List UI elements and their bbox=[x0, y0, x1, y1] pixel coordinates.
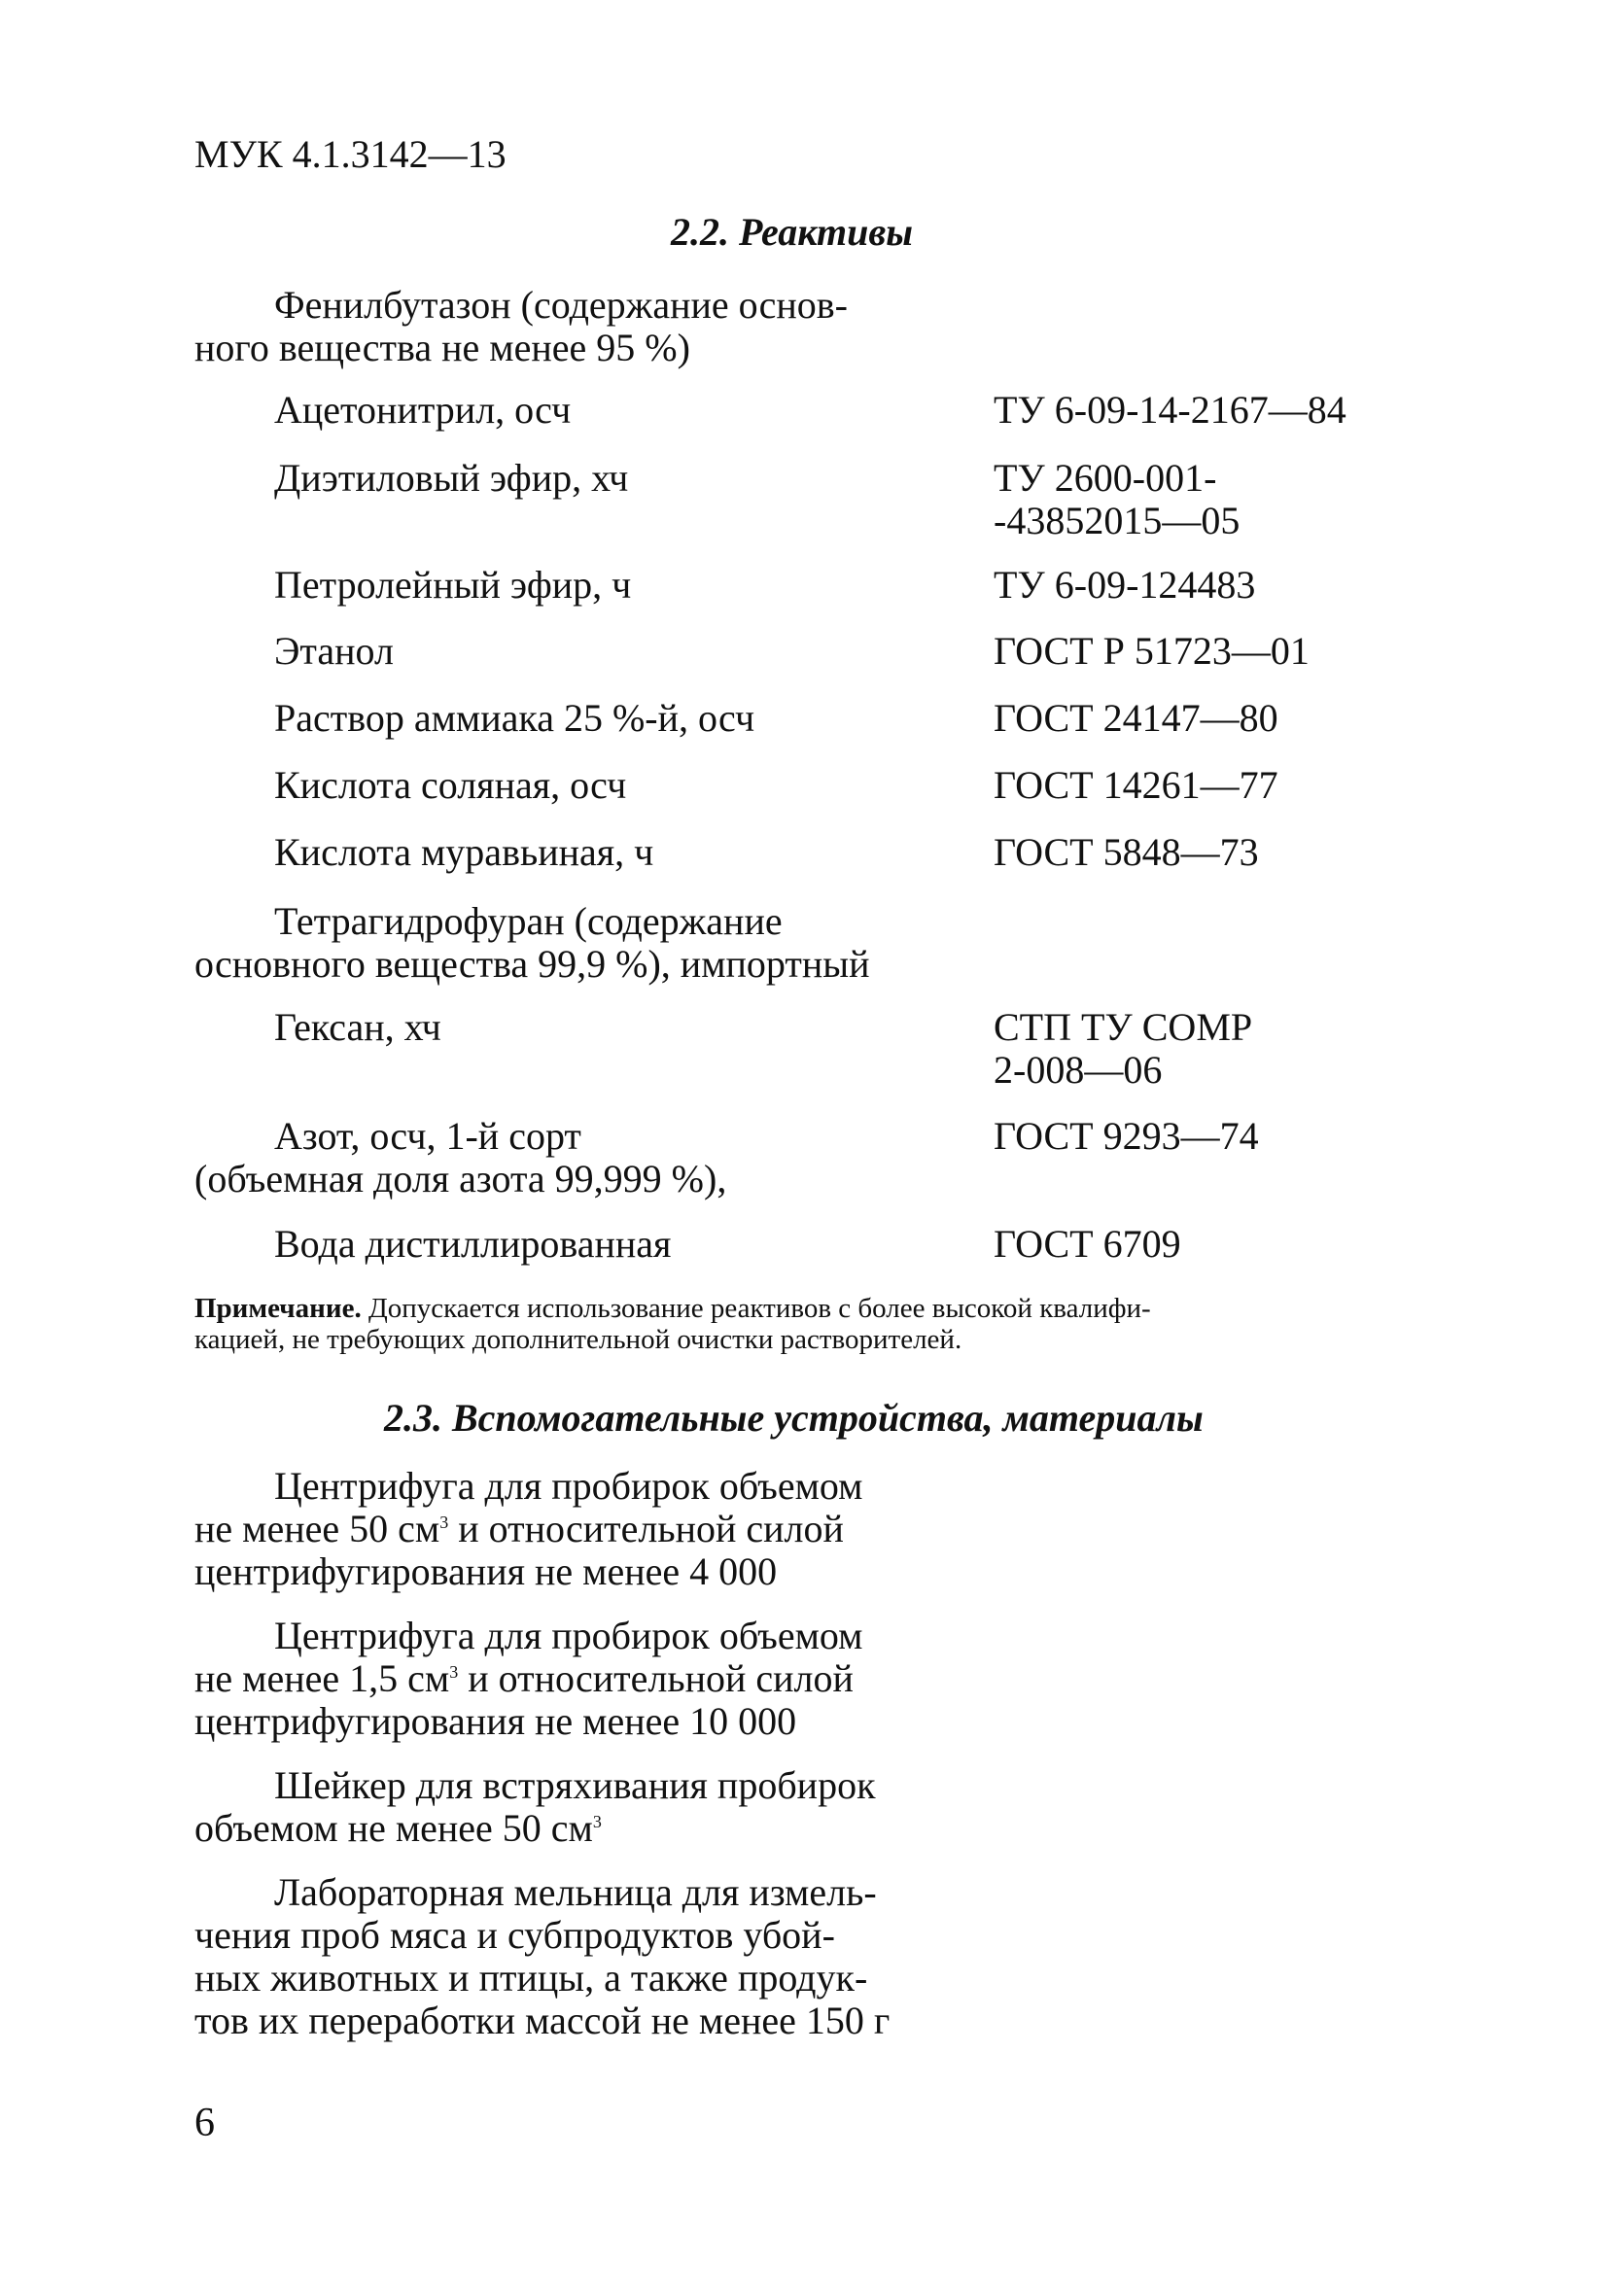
section-title-devices: 2.3. Вспомогательные устройства, материалы bbox=[384, 1396, 1204, 1440]
section-title-reagents: 2.2. Реактивы bbox=[671, 210, 913, 254]
reagent-standard bbox=[994, 1006, 1441, 1092]
reagent-name-line: (объемная доля азота 99,999 %), bbox=[194, 1157, 727, 1200]
device-line: тов их переработки массой не менее 150 г bbox=[194, 1999, 891, 2042]
reagent-standard-line: ГОСТ 9293—74 bbox=[994, 1114, 1259, 1158]
reagent-name-line: Вода дистиллированная bbox=[274, 1222, 672, 1266]
device-line: не менее 50 $см^3$ и относительной силой bbox=[194, 1507, 844, 1550]
note-label: Примечание. bbox=[194, 1293, 362, 1324]
note-text-line: Допускается использование реактивов с более высокой квалифи- bbox=[367, 1293, 1151, 1324]
reagent-standard-line: 2-008—06 bbox=[994, 1048, 1163, 1092]
note-text-line: кацией, не требующих дополнительной очистки растворителей. bbox=[194, 1324, 962, 1355]
reagent-standard-line: СТП ТУ COMP bbox=[994, 1005, 1253, 1049]
reagent-name-line: Азот, осч, 1-й сорт bbox=[274, 1114, 581, 1158]
reagent-standard-line: ГОСТ 5848—73 bbox=[994, 830, 1259, 874]
reagent-item bbox=[194, 900, 953, 986]
device-item bbox=[194, 1871, 953, 2042]
reagent-standard-line: ГОСТ 6709 bbox=[994, 1222, 1181, 1266]
reagent-standard-line: ТУ 6-09-14-2167—84 bbox=[994, 388, 1346, 432]
reagent-name-line: Кислота муравьиная, ч bbox=[274, 830, 654, 874]
reagent-standard-line: ГОСТ 24147—80 bbox=[994, 696, 1278, 740]
reagent-name-line: Тетрагидрофуран (содержание bbox=[274, 899, 783, 943]
reagent-item bbox=[194, 1115, 953, 1200]
reagent-standard bbox=[994, 457, 1441, 542]
reagent-standard bbox=[994, 389, 1441, 432]
reagent-item bbox=[194, 457, 953, 500]
device-line: Лабораторная мельница для измель- bbox=[274, 1870, 877, 1914]
reagent-name-line: Кислота соляная, осч bbox=[274, 763, 627, 807]
device-item bbox=[194, 1764, 953, 1850]
device-line: ных животных и птицы, а также продук- bbox=[194, 1956, 868, 2000]
reagent-standard bbox=[994, 697, 1441, 740]
reagent-item bbox=[194, 1223, 953, 1266]
reagent-standard-line: ТУ 2600-001- bbox=[994, 456, 1217, 500]
device-line: центрифугирования не менее 10 000 bbox=[194, 1699, 797, 1743]
reagent-standard-line: ТУ 6-09-124483 bbox=[994, 563, 1256, 607]
reagent-name-line: Диэтиловый эфир, хч bbox=[274, 456, 629, 500]
reagent-name-line: Гексан, хч bbox=[274, 1005, 441, 1049]
reagent-item bbox=[194, 630, 953, 673]
device-item bbox=[194, 1465, 953, 1593]
reagent-name-line: Фенилбутазон (содержание основ- bbox=[274, 283, 848, 327]
reagent-name-line: Ацетонитрил, осч bbox=[274, 388, 572, 432]
reagent-name-line: Петролейный эфир, ч bbox=[274, 563, 632, 607]
device-line: чения проб мяса и субпродуктов убой- bbox=[194, 1913, 835, 1957]
reagent-item bbox=[194, 284, 953, 369]
reagent-name-line: Раствор аммиака 25 %-й, осч bbox=[274, 696, 755, 740]
device-line: не менее 1,5 $см^3$ и относительной силой bbox=[194, 1656, 854, 1700]
reagent-standard-line: ГОСТ Р 51723—01 bbox=[994, 629, 1310, 673]
reagents-note bbox=[194, 1293, 1419, 1355]
device-line: Шейкер для встряхивания пробирок bbox=[274, 1763, 876, 1807]
device-line: Центрифуга для пробирок объемом bbox=[274, 1464, 863, 1508]
page-number: 6 bbox=[194, 2101, 215, 2145]
device-line: Центрифуга для пробирок объемом bbox=[274, 1614, 863, 1657]
reagent-standard bbox=[994, 1115, 1441, 1158]
device-line: центрифугирования не менее 4 000 bbox=[194, 1549, 778, 1593]
reagent-item bbox=[194, 1006, 953, 1049]
reagent-name-line: основного вещества 99,9 %), импортный bbox=[194, 942, 870, 986]
reagent-item bbox=[194, 697, 953, 740]
reagent-standard-line: ГОСТ 14261—77 bbox=[994, 763, 1278, 807]
reagent-standard-line: -43852015—05 bbox=[994, 499, 1241, 542]
reagent-name-line: ного вещества не менее 95 %) bbox=[194, 326, 690, 369]
reagent-standard bbox=[994, 1223, 1441, 1266]
reagent-name-line: Этанол bbox=[274, 629, 394, 673]
reagent-standard bbox=[994, 764, 1441, 807]
device-line: объемом не менее 50 $см^3$ bbox=[194, 1806, 602, 1850]
reagent-standard bbox=[994, 630, 1441, 673]
device-item bbox=[194, 1615, 953, 1743]
reagent-item bbox=[194, 831, 953, 874]
reagent-standard bbox=[994, 564, 1441, 607]
reagent-standard bbox=[994, 831, 1441, 874]
reagent-item bbox=[194, 764, 953, 807]
reagent-item bbox=[194, 389, 953, 432]
reagent-item bbox=[194, 564, 953, 607]
document-code-header: МУК 4.1.3142—13 bbox=[194, 132, 507, 176]
